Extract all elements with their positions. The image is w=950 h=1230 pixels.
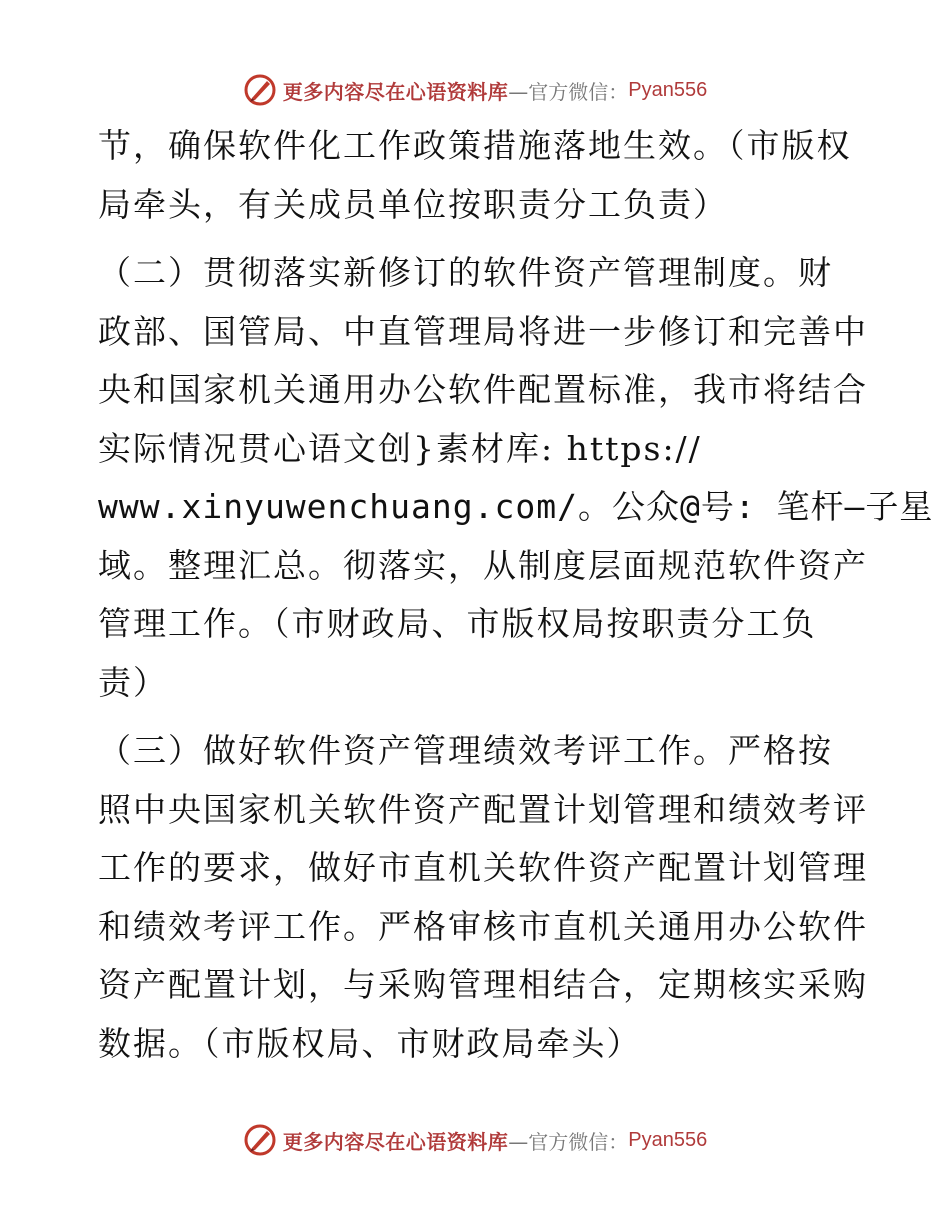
header-watermark	[0, 70, 950, 110]
text-line: 和绩效考评工作。严格审核市直机关通用办公软件	[98, 906, 868, 946]
text-line: 管理工作。（市财政局、市版权局按职责分工负	[98, 604, 817, 643]
text-line: 照中央国家机关软件资产配置计划管理和绩效考评	[98, 789, 868, 829]
text-line: 数据。（市版权局、市财政局牵头）	[98, 1023, 642, 1063]
watermark-wechat-id: Pyan556	[628, 78, 708, 101]
watermark-separator: —官方微信：	[508, 79, 629, 104]
watermark-main-text: 更多内容尽在心语资料库	[282, 1129, 509, 1154]
text-line: （二）贯彻落实新修订的软件资产管理制度。财	[98, 253, 833, 292]
text-line: www.xinyuwenchuang.com/。公众@号: 笔杆—子星	[98, 487, 934, 526]
watermark-separator: —官方微信：	[508, 1129, 629, 1154]
quill-logo-icon	[243, 73, 277, 107]
watermark-main-text: 更多内容尽在心语资料库	[282, 79, 509, 104]
document-body	[98, 117, 934, 1073]
text-line: 政部、国管局、中直管理局将进一步修订和完善中	[98, 311, 868, 351]
paragraph-3	[98, 722, 868, 1073]
footer-watermark	[0, 1120, 950, 1160]
text-line: 局牵头，有关成员单位按职责分工负责）	[98, 184, 728, 224]
paragraph-1	[98, 117, 858, 234]
text-line: 资产配置计划，与采购管理相结合，定期核实采购	[98, 965, 868, 1004]
text-line: 责）	[98, 662, 168, 702]
text-line: 域。整理汇总。彻落实，从制度层面规范软件资产	[98, 545, 868, 585]
text-line: 央和国家机关通用办公软件配置标准，我市将结合	[98, 370, 868, 409]
text-line: （三）做好软件资产管理绩效考评工作。严格按	[98, 731, 833, 770]
text-line: 工作的要求，做好市直机关软件资产配置计划管理	[98, 848, 868, 887]
text-line: 实际情况贯心语文创}素材库: https://	[98, 428, 702, 468]
text-line: 节，确保软件化工作政策措施落地生效。（市版权	[98, 126, 852, 165]
watermark-wechat-id: Pyan556	[628, 1128, 708, 1151]
quill-logo-icon	[243, 1123, 277, 1157]
paragraph-2	[98, 244, 934, 712]
